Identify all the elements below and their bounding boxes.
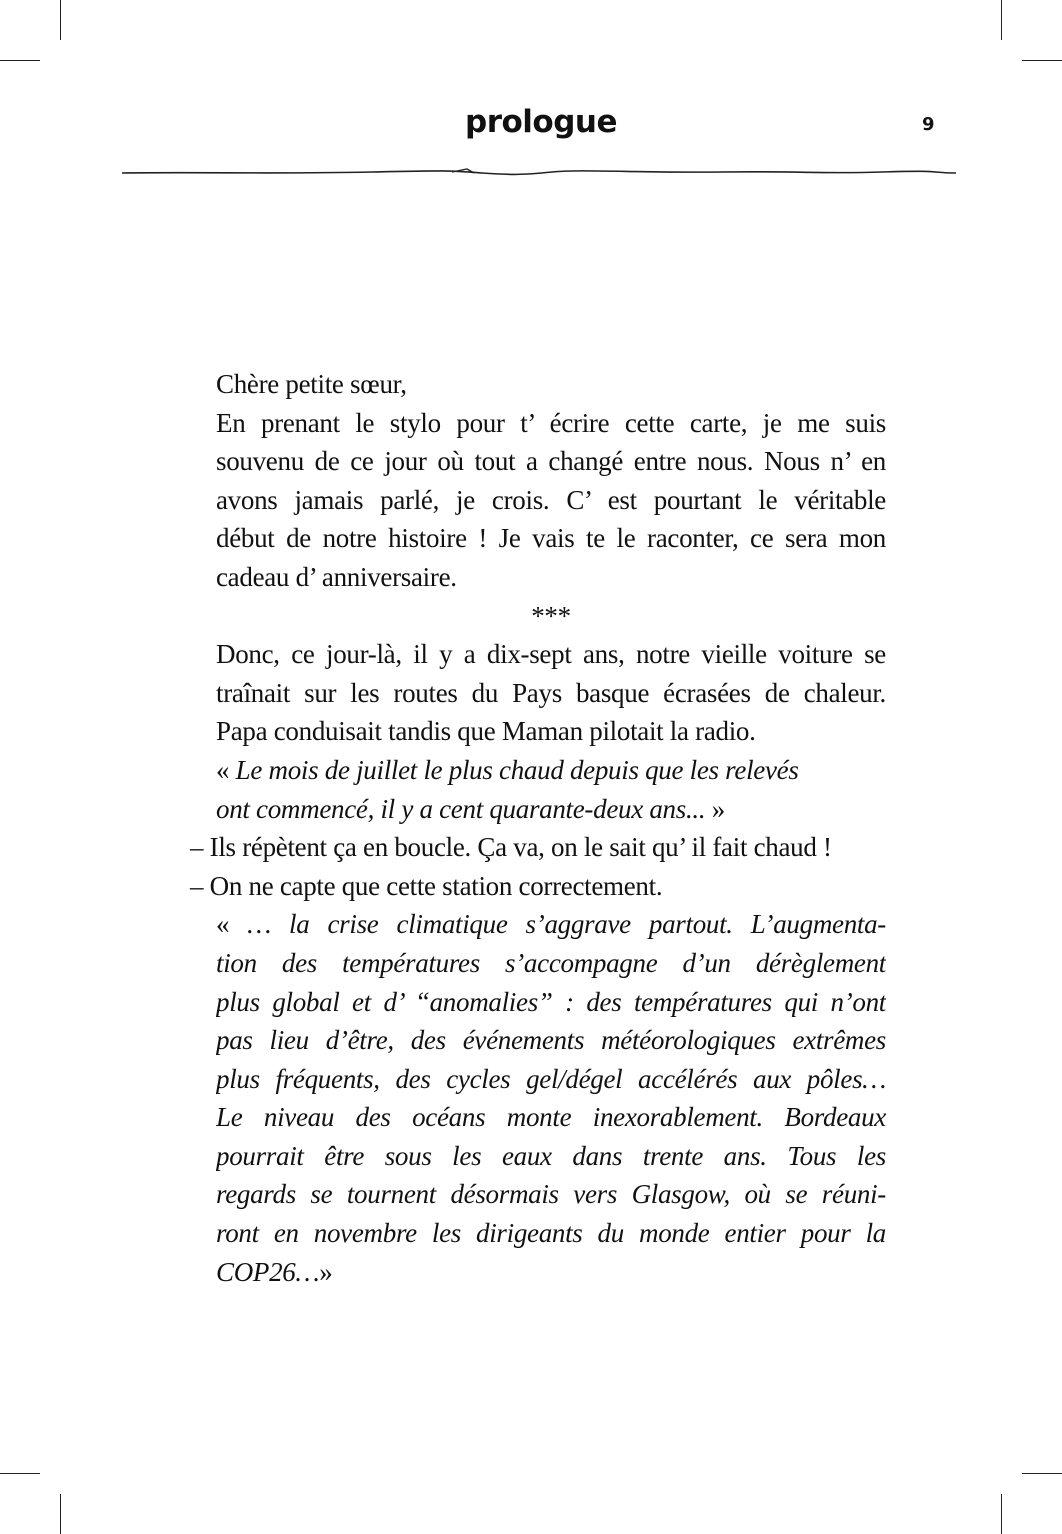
dialogue-line: – On ne capte que cette station correctement. (190, 870, 663, 901)
quote-close-mark: » (319, 1256, 333, 1287)
paragraph-line: En prenant le stylo pour t’ écrire cette carte, je me suis (216, 407, 886, 438)
quote-open-mark: « (216, 909, 248, 940)
paragraph-line: Donc, ce jour-là, il y a dix-sept ans, notre vieille voiture se (216, 639, 886, 670)
radio-quote-line: Le niveau des océans monte inexorablement. Bordeaux (216, 1102, 886, 1133)
crop-mark-bottom-right-vertical (1001, 1494, 1002, 1534)
running-header-title: prologue (465, 104, 617, 140)
crop-mark-top-right-vertical (1001, 0, 1002, 40)
crop-mark-bottom-right-horizontal (1022, 1473, 1062, 1474)
radio-quote-line: pourrait être sous les eaux dans trente ans. Tous les (216, 1140, 886, 1171)
paragraph-line: cadeau d’ anniversaire. (216, 561, 457, 592)
crop-mark-top-right-horizontal (1022, 60, 1062, 61)
page-number: 9 (922, 114, 935, 135)
radio-quote-line: plus fréquents, des cycles gel/dégel accélérés aux pôles… (216, 1063, 886, 1094)
paragraph-line: souvenu de ce jour où tout a changé entre nous. Nous n’ en (216, 446, 886, 477)
quote-close-mark: » (705, 793, 725, 824)
radio-quote-line: regards se tournent désormais vers Glasgow, où se réuni- (216, 1179, 886, 1210)
radio-quote-line: tion des températures s’accompagne d’un dérèglement (216, 947, 886, 978)
section-separator: *** (531, 600, 571, 631)
header-rule (122, 164, 956, 180)
greeting-line: Chère petite sœur, (216, 369, 407, 399)
prologue-text (190, 365, 886, 1291)
radio-quote-line: plus global et d’ “anomalies” : des températures qui n’ont (216, 986, 886, 1017)
radio-quote-line (216, 905, 886, 944)
radio-quote-text: ont commencé, il y a cent quarante-deux ans... (216, 793, 706, 824)
crop-mark-top-left-horizontal (0, 60, 40, 61)
dialogue-line: – Ils répètent ça en boucle. Ça va, on le sait qu’ il fait chaud ! (190, 832, 832, 863)
paragraph-line: traînait sur les routes du Pays basque écrasées de chaleur. (216, 677, 886, 708)
radio-quote-line (216, 1253, 886, 1292)
radio-quote-line (216, 790, 886, 829)
paragraph-line: début de notre histoire ! Je vais te le raconter, ce sera mon (216, 523, 886, 554)
radio-quote-line (216, 751, 886, 790)
crop-mark-top-left-vertical (60, 0, 61, 40)
radio-quote-line: pas lieu d’être, des événements météorologiques extrêmes (216, 1025, 886, 1056)
paragraph-line: Papa conduisait tandis que Maman pilotait la radio. (216, 716, 756, 747)
quote-open-mark: « (216, 754, 236, 785)
radio-quote-line: ront en novembre les dirigeants du monde entier pour la (216, 1218, 886, 1249)
paragraph-line: avons jamais parlé, je crois. C’ est pourtant le véritable (216, 484, 886, 515)
radio-quote-text: COP26… (216, 1256, 320, 1287)
radio-quote-text: … la crise climatique s’aggrave partout. L’augmenta- (247, 909, 886, 940)
crop-mark-bottom-left-vertical (60, 1494, 61, 1534)
radio-quote-text: Le mois de juillet le plus chaud depuis que les relevés (235, 754, 799, 785)
crop-mark-bottom-left-horizontal (0, 1473, 40, 1474)
